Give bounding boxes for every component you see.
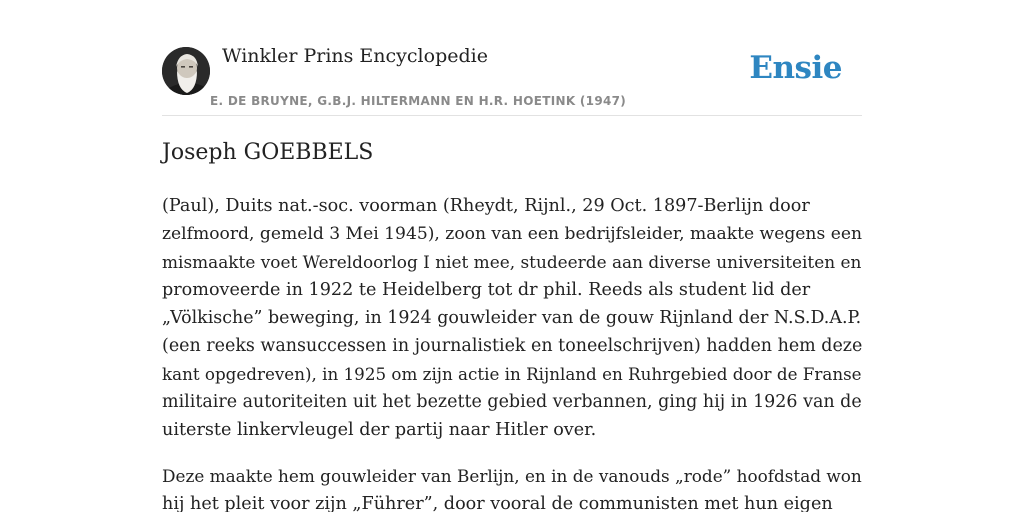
text-line: (Paul), Duits nat.-soc. voorman (Rheydt, Rijnl., 29 Oct. 1897-Berlijn door [162, 196, 810, 216]
source-title[interactable]: Winkler Prins Encyclopedie [222, 45, 488, 67]
article-paragraph-2 [162, 462, 862, 512]
article-paragraph-1 [162, 192, 862, 444]
author-avatar [162, 47, 210, 95]
text-line: zelfmoord, gemeld 3 Mei 1945), zoon van een bedrijfsleider, maakte wegens een [162, 224, 862, 244]
source-authors: E. DE BRUYNE, G.B.J. HILTERMANN EN H.R. HOETINK (1947) [210, 94, 627, 108]
article-title: Joseph GOEBBELS [162, 140, 374, 165]
text-line: (een reeks wansuccessen in journalistiek en toneelschrijven) hadden hem deze [162, 336, 863, 356]
brand-logo[interactable]: Ensie [749, 50, 842, 86]
text-line: kant opgedreven), in 1925 om zijn actie in Rijnland en Ruhrgebied door de Franse [162, 364, 862, 384]
text-line: uiterste linkervleugel der partij naar Hitler over. [162, 420, 597, 440]
text-line: hij het pleit voor zijn „Führer”, door vooral de communisten met hun eigen [162, 494, 833, 512]
text-line: mismaakte voet Wereldoorlog I niet mee, studeerde aan diverse universiteiten en [162, 252, 862, 272]
text-line: militaire autoriteiten uit het bezette gebied verbannen, ging hij in 1926 van de [162, 392, 862, 412]
article-body [162, 192, 862, 512]
site-header [162, 0, 862, 116]
text-line: Deze maakte hem gouwleider van Berlijn, en in de vanouds „rode” hoofdstad won [162, 466, 862, 486]
bearded-man-portrait-icon [162, 47, 210, 95]
text-line: „Völkische” beweging, in 1924 gouwleider van de gouw Rijnland der N.S.D.A.P. [162, 308, 862, 328]
text-line: promoveerde in 1922 te Heidelberg tot dr phil. Reeds als student lid der [162, 280, 811, 300]
